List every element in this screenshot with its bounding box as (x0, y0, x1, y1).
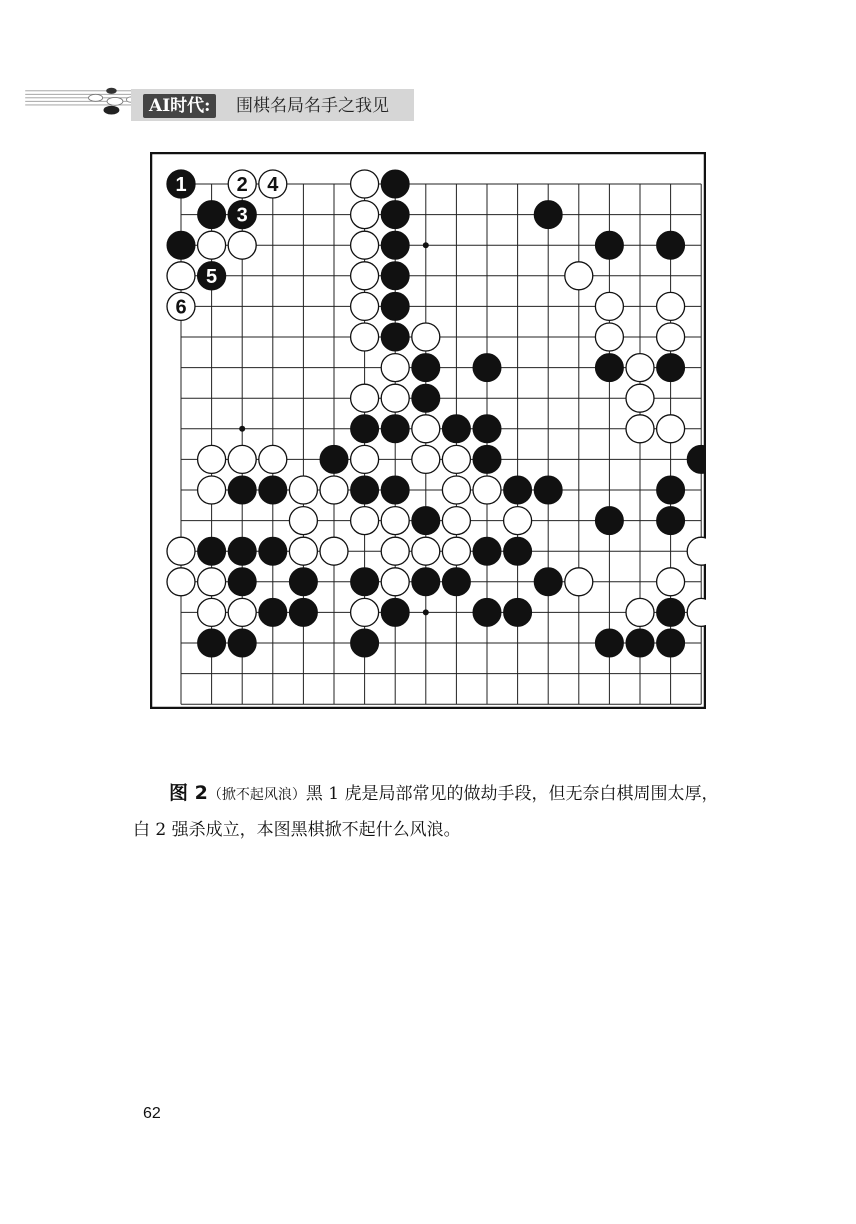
black-stone (657, 598, 685, 626)
black-stone (228, 476, 256, 504)
black-stone (657, 354, 685, 382)
black-stone (473, 598, 501, 626)
white-stone (595, 323, 623, 351)
black-stone (381, 598, 409, 626)
black-stone (412, 568, 440, 596)
white-stone (351, 598, 379, 626)
black-stone (228, 568, 256, 596)
black-stone (595, 231, 623, 259)
black-stone (442, 568, 470, 596)
move-number-2: 2 (236, 174, 248, 196)
black-stone (473, 537, 501, 565)
black-stone (381, 262, 409, 290)
white-stone (351, 507, 379, 535)
white-stone (657, 568, 685, 596)
white-stone (412, 415, 440, 443)
white-stone (381, 354, 409, 382)
white-stone (320, 476, 348, 504)
white-stone (504, 507, 532, 535)
white-stone (289, 507, 317, 535)
black-stone (381, 170, 409, 198)
black-stone (534, 201, 562, 229)
black-stone (381, 415, 409, 443)
black-stone (198, 201, 226, 229)
black-stone (442, 415, 470, 443)
figure-label: 图 2 (169, 782, 208, 804)
star-point (239, 426, 245, 432)
white-stone (626, 598, 654, 626)
black-stone (412, 384, 440, 412)
black-stone (534, 476, 562, 504)
white-stone (289, 537, 317, 565)
black-stone (259, 537, 287, 565)
white-stone (228, 445, 256, 473)
black-stone (381, 476, 409, 504)
move-number-6: 6 (175, 296, 187, 319)
black-stone (351, 476, 379, 504)
black-stone (595, 354, 623, 382)
black-stone (381, 323, 409, 351)
white-stone (167, 537, 195, 565)
white-stone (351, 323, 379, 351)
white-stone (412, 323, 440, 351)
white-stone (259, 445, 287, 473)
black-stone (473, 415, 501, 443)
black-stone (259, 598, 287, 626)
black-stone (473, 354, 501, 382)
black-stone (504, 537, 532, 565)
black-stone (657, 476, 685, 504)
white-stone (198, 445, 226, 473)
white-stone (167, 262, 195, 290)
black-stone (412, 507, 440, 535)
black-stone (504, 476, 532, 504)
white-stone (473, 476, 501, 504)
black-stone (504, 598, 532, 626)
figure-subtitle: （掀不起风浪） (207, 787, 306, 803)
black-stone (657, 629, 685, 657)
white-stone (657, 292, 685, 320)
white-stone (442, 507, 470, 535)
white-stone (228, 231, 256, 259)
white-stone (320, 537, 348, 565)
series-label: AI时代: (143, 94, 216, 118)
white-stone (381, 507, 409, 535)
move-number-4: 4 (267, 174, 279, 196)
star-point (423, 242, 429, 248)
white-stone (198, 476, 226, 504)
white-stone (381, 568, 409, 596)
black-stone (412, 354, 440, 382)
white-stone (351, 262, 379, 290)
book-title: 围棋名局名手之我见 (236, 96, 389, 116)
white-stone (198, 231, 226, 259)
white-stone (381, 537, 409, 565)
move-number-5: 5 (206, 265, 218, 288)
white-stone (351, 231, 379, 259)
white-stone (351, 292, 379, 320)
white-stone (626, 415, 654, 443)
white-stone (565, 568, 593, 596)
black-stone (228, 537, 256, 565)
black-stone (351, 568, 379, 596)
white-stone (442, 476, 470, 504)
white-stone (442, 445, 470, 473)
figure-caption (133, 776, 733, 848)
white-stone (351, 384, 379, 412)
white-stone (565, 262, 593, 290)
star-point (423, 609, 429, 615)
white-stone (198, 598, 226, 626)
white-stone (351, 170, 379, 198)
black-stone (473, 445, 501, 473)
black-stone (167, 231, 195, 259)
white-stone (228, 598, 256, 626)
black-stone (289, 568, 317, 596)
black-stone (198, 629, 226, 657)
black-stone (259, 476, 287, 504)
white-stone (657, 323, 685, 351)
black-stone (595, 629, 623, 657)
black-stone (381, 292, 409, 320)
black-stone (381, 201, 409, 229)
move-number-1: 1 (175, 174, 187, 196)
white-stone (198, 568, 226, 596)
black-stone (351, 415, 379, 443)
move-number-3: 3 (236, 204, 248, 227)
white-stone (351, 445, 379, 473)
white-stone (351, 201, 379, 229)
black-stone (228, 629, 256, 657)
black-stone (198, 537, 226, 565)
white-stone (626, 384, 654, 412)
white-stone (595, 292, 623, 320)
black-stone (320, 445, 348, 473)
black-stone (534, 568, 562, 596)
white-stone (289, 476, 317, 504)
black-stone (595, 507, 623, 535)
black-stone (626, 629, 654, 657)
white-stone (412, 537, 440, 565)
white-stone (442, 537, 470, 565)
white-stone (412, 445, 440, 473)
page-number: 62 (143, 1105, 161, 1122)
black-stone (657, 507, 685, 535)
white-stone (167, 568, 195, 596)
white-stone (657, 415, 685, 443)
black-stone (657, 231, 685, 259)
white-stone (626, 354, 654, 382)
black-stone (289, 598, 317, 626)
black-stone (381, 231, 409, 259)
white-stone (381, 384, 409, 412)
caption-text: 黑 1 虎是局部常见的做劫手段，但无奈白棋周围太厚，白 2 强杀成立，本图黑棋掀不起什么风浪。 (133, 784, 719, 840)
black-stone (351, 629, 379, 657)
go-board-diagram (150, 152, 706, 709)
